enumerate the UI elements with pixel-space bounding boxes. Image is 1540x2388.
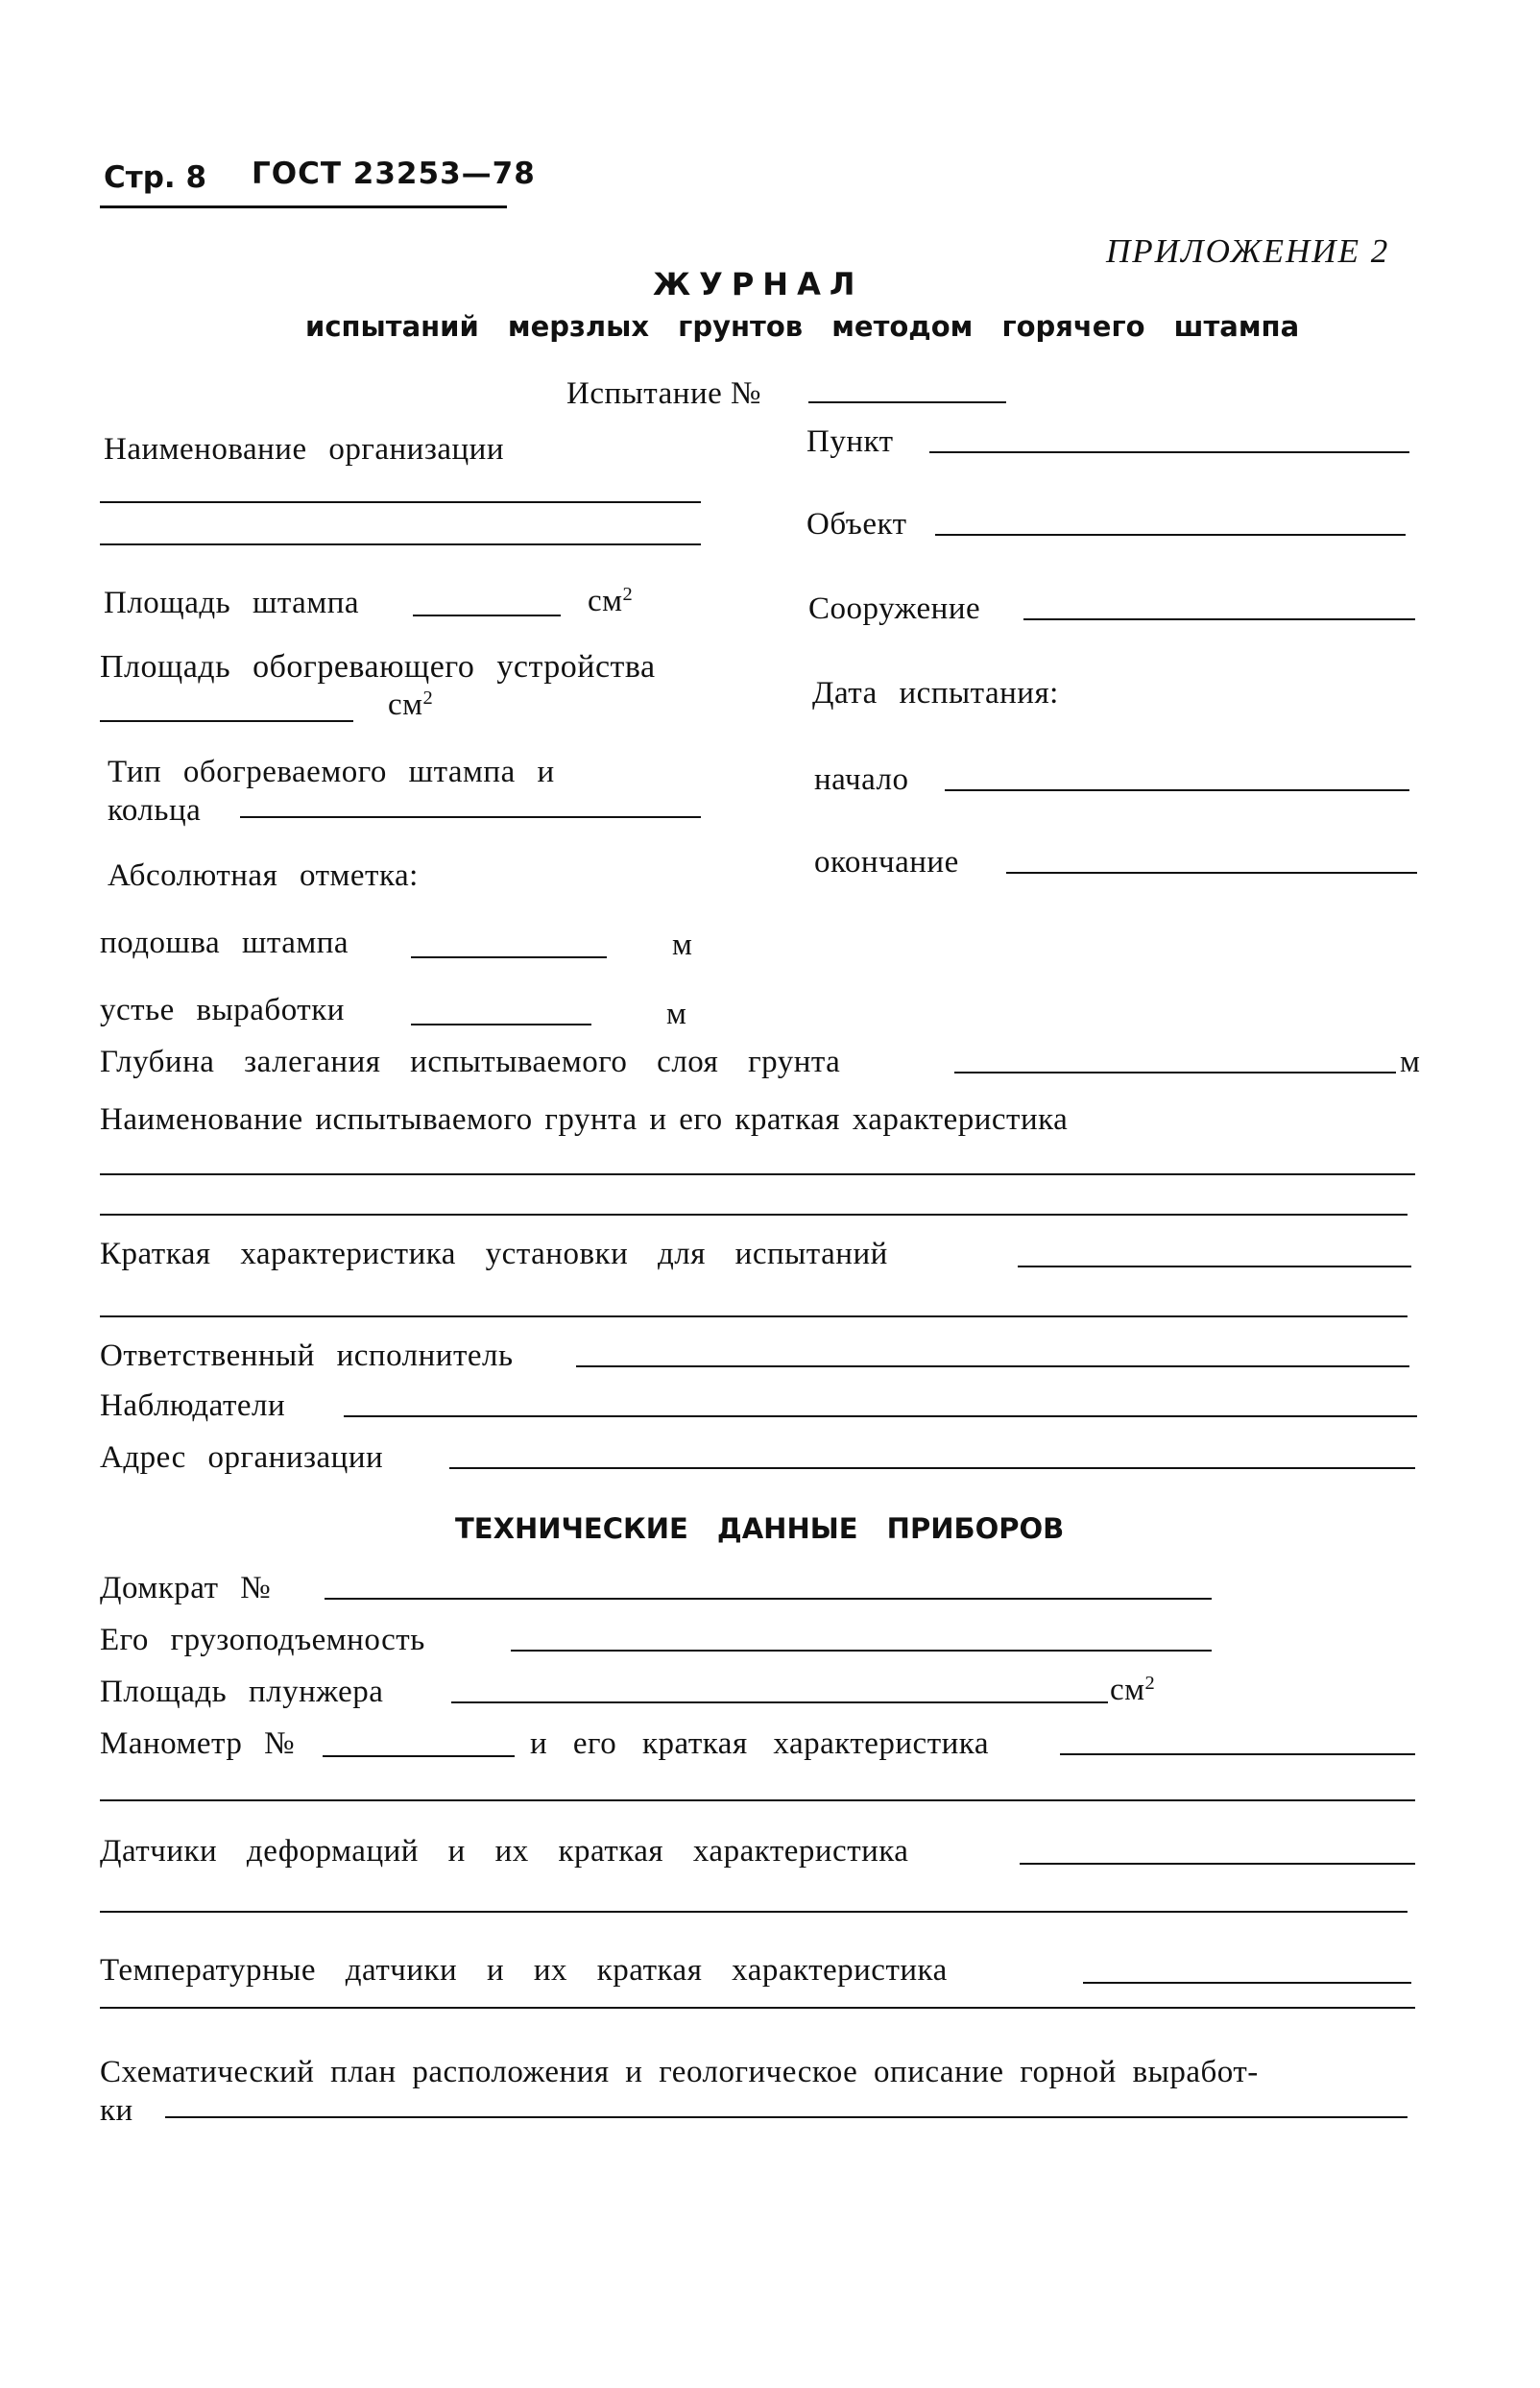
executor-field[interactable] (576, 1365, 1409, 1367)
start-label: начало (814, 762, 909, 797)
scheme-label-continuation: ки (100, 2093, 133, 2128)
stamp-sole-unit: м (672, 928, 693, 962)
temp-sensors-field-2[interactable] (100, 2007, 1415, 2009)
test-date-label: Дата испытания: (812, 676, 1059, 711)
stamp-area-unit: $см^2$ (588, 583, 634, 618)
observers-label: Наблюдатели (100, 1388, 286, 1423)
soil-name-field-1[interactable] (100, 1173, 1415, 1175)
start-field[interactable] (945, 789, 1409, 791)
end-label: окончание (814, 845, 959, 880)
jack-label: Домкрат № (100, 1571, 272, 1605)
soil-name-field-2[interactable] (100, 1214, 1408, 1216)
object-field[interactable] (935, 534, 1406, 536)
test-number-field[interactable] (808, 401, 1006, 403)
stamp-type-label: Тип обогреваемого штампа и (108, 755, 555, 789)
temp-sensors-field[interactable] (1083, 1982, 1411, 1984)
stamp-sole-field[interactable] (411, 956, 607, 958)
def-sensors-field[interactable] (1020, 1863, 1415, 1865)
soil-name-label: Наименование испытываемого грунта и его краткая характеристика (100, 1102, 1069, 1137)
structure-field[interactable] (1023, 618, 1415, 620)
gauge-number-field[interactable] (323, 1755, 515, 1757)
def-sensors-field-2[interactable] (100, 1911, 1408, 1913)
header-rule (100, 205, 507, 208)
point-field[interactable] (929, 451, 1409, 453)
object-label: Объект (806, 507, 907, 542)
stamp-area-field[interactable] (413, 615, 561, 616)
setup-label: Краткая характеристика установки для испытаний (100, 1237, 888, 1271)
stamp-type-field[interactable] (240, 816, 701, 818)
scheme-label: Схематический план расположения и геологическое описание горной выработ- (100, 2055, 1259, 2089)
temp-sensors-label: Температурные датчики и их краткая характеристика (100, 1953, 948, 1988)
mine-mouth-field[interactable] (411, 1024, 591, 1025)
journal-subtitle: испытаний мерзлых грунтов методом горячего штампа (305, 310, 1300, 343)
depth-field[interactable] (954, 1072, 1396, 1073)
capacity-field[interactable] (511, 1650, 1212, 1652)
org-address-field[interactable] (449, 1467, 1415, 1469)
depth-label: Глубина залегания испытываемого слоя грунта (100, 1045, 841, 1079)
plunger-unit: $см^2$ (1110, 1672, 1156, 1707)
stamp-area-label: Площадь штампа (104, 586, 360, 620)
executor-label: Ответственный исполнитель (100, 1339, 514, 1373)
gauge-desc-label: и его краткая характеристика (530, 1726, 989, 1761)
org-name-field-1[interactable] (100, 501, 701, 503)
page-label: Стр. 8 (104, 160, 207, 195)
plunger-label: Площадь плунжера (100, 1675, 384, 1709)
jack-field[interactable] (325, 1598, 1212, 1600)
gauge-desc-field[interactable] (1060, 1753, 1415, 1755)
org-name-label: Наименование организации (104, 432, 505, 467)
heater-area-unit: $см^2$ (388, 687, 434, 722)
heater-area-label: Площадь обогревающего устройства (100, 649, 656, 685)
gauge-desc-field-2[interactable] (100, 1799, 1415, 1801)
plunger-field[interactable] (451, 1701, 1108, 1703)
def-sensors-label: Датчики деформаций и их краткая характеристика (100, 1834, 909, 1869)
journal-title: ЖУРНАЛ (653, 266, 864, 302)
point-label: Пункт (806, 424, 894, 459)
standard-number: ГОСТ 23253—78 (252, 157, 536, 191)
mine-mouth-label: устье выработки (100, 993, 345, 1027)
appendix-label: ПРИЛОЖЕНИЕ 2 (1106, 232, 1390, 270)
observers-field[interactable] (344, 1415, 1417, 1417)
abs-mark-label: Абсолютная отметка: (108, 858, 419, 893)
setup-field-2[interactable] (100, 1315, 1408, 1317)
depth-unit: м (1400, 1045, 1421, 1079)
org-name-field-2[interactable] (100, 543, 701, 545)
setup-field[interactable] (1018, 1266, 1411, 1267)
test-number-label: Испытание № (566, 376, 761, 411)
gauge-label: Манометр № (100, 1726, 296, 1761)
end-field[interactable] (1006, 872, 1417, 874)
structure-label: Сооружение (808, 591, 981, 626)
heater-area-field[interactable] (100, 720, 353, 722)
mine-mouth-unit: м (666, 997, 687, 1031)
capacity-label: Его грузоподъемность (100, 1623, 425, 1657)
stamp-sole-label: подошва штампа (100, 926, 349, 960)
ring-label: кольца (108, 793, 202, 828)
scheme-field[interactable] (165, 2116, 1408, 2118)
org-address-label: Адрес организации (100, 1440, 384, 1475)
tech-data-heading: ТЕХНИЧЕСКИЕ ДАННЫЕ ПРИБОРОВ (455, 1512, 1065, 1545)
